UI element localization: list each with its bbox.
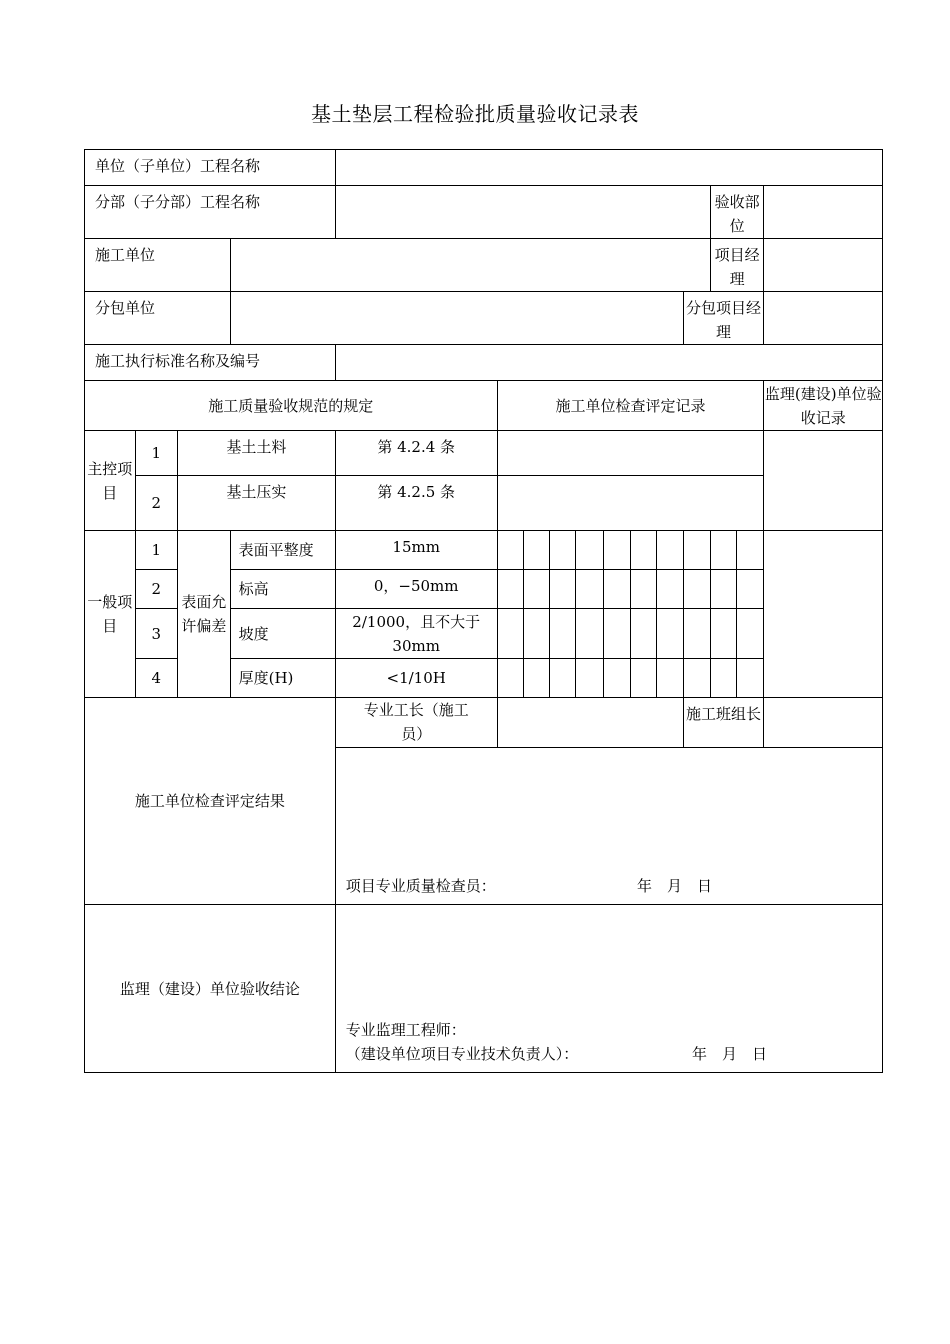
team-leader-field[interactable] bbox=[764, 698, 883, 748]
project-manager-field[interactable] bbox=[764, 239, 883, 292]
surface-deviation-label: 表面允许偏差 bbox=[178, 531, 231, 698]
general-item-no: 2 bbox=[135, 570, 177, 609]
conclusion-date: 年 月 日 bbox=[691, 1045, 767, 1063]
check-cell[interactable] bbox=[550, 609, 576, 659]
check-cell[interactable] bbox=[657, 659, 683, 698]
general-item-value: <1/10H bbox=[335, 659, 497, 698]
sub-project-name-label: 分部（子分部）工程名称 bbox=[85, 186, 336, 239]
general-items-supervision-field[interactable] bbox=[764, 531, 883, 698]
check-cell[interactable] bbox=[657, 609, 683, 659]
main-item-check-field[interactable] bbox=[497, 476, 764, 531]
spec-column-header: 施工质量验收规范的规定 bbox=[85, 381, 498, 431]
main-items-label: 主控项目 bbox=[85, 431, 136, 531]
check-cell[interactable] bbox=[631, 570, 657, 609]
main-item-clause: 第 4.2.4 条 bbox=[335, 431, 497, 476]
check-record-column-header: 施工单位检查评定记录 bbox=[497, 381, 764, 431]
team-leader-label: 施工班组长 bbox=[683, 698, 764, 748]
check-result-label: 施工单位检查评定结果 bbox=[85, 698, 336, 905]
general-item-value: 2/1000，且不大于30mm bbox=[335, 609, 497, 659]
acceptance-part-field[interactable] bbox=[764, 186, 883, 239]
check-cell[interactable] bbox=[603, 609, 630, 659]
main-item-no: 1 bbox=[135, 431, 177, 476]
check-cell[interactable] bbox=[737, 609, 764, 659]
general-item-no: 3 bbox=[135, 609, 177, 659]
main-items-supervision-field[interactable] bbox=[764, 431, 883, 531]
construction-unit-label: 施工单位 bbox=[85, 239, 231, 292]
check-cell[interactable] bbox=[550, 570, 576, 609]
check-cell[interactable] bbox=[497, 609, 523, 659]
unit-project-name-label: 单位（子单位）工程名称 bbox=[85, 150, 336, 186]
check-cell[interactable] bbox=[523, 570, 549, 609]
foreman-field[interactable] bbox=[497, 698, 683, 748]
construction-unit-field[interactable] bbox=[230, 239, 710, 292]
main-item-no: 2 bbox=[135, 476, 177, 531]
check-cell[interactable] bbox=[523, 531, 549, 570]
check-cell[interactable] bbox=[550, 531, 576, 570]
supervision-conclusion-label: 监理（建设）单位验收结论 bbox=[85, 905, 336, 1073]
check-cell[interactable] bbox=[523, 609, 549, 659]
check-cell[interactable] bbox=[710, 570, 736, 609]
check-cell[interactable] bbox=[683, 609, 710, 659]
check-cell[interactable] bbox=[657, 531, 683, 570]
main-item-name: 基土压实 bbox=[178, 476, 336, 531]
general-item-name: 厚度(H) bbox=[230, 659, 335, 698]
acceptance-part-label: 验收部位 bbox=[710, 186, 764, 239]
main-item-clause: 第 4.2.5 条 bbox=[335, 476, 497, 531]
main-item-check-field[interactable] bbox=[497, 431, 764, 476]
check-cell[interactable] bbox=[550, 659, 576, 698]
unit-project-name-field[interactable] bbox=[335, 150, 882, 186]
page-title: 基土垫层工程检验批质量验收记录表 bbox=[311, 102, 639, 126]
check-cell[interactable] bbox=[631, 659, 657, 698]
general-item-name: 坡度 bbox=[230, 609, 335, 659]
check-cell[interactable] bbox=[737, 531, 764, 570]
check-cell[interactable] bbox=[710, 531, 736, 570]
supervision-record-column-header: 监理(建设)单位验收记录 bbox=[764, 381, 883, 431]
check-cell[interactable] bbox=[683, 531, 710, 570]
subcontract-unit-label: 分包单位 bbox=[85, 292, 231, 345]
foreman-label: 专业工长（施工员） bbox=[335, 698, 497, 748]
check-cell[interactable] bbox=[497, 531, 523, 570]
inspection-form bbox=[84, 149, 883, 1073]
supervision-engineer-label: 专业监理工程师： bbox=[345, 1021, 466, 1039]
check-cell[interactable] bbox=[576, 659, 603, 698]
quality-inspector-label: 项目专业质量检查员： bbox=[345, 877, 496, 895]
check-cell[interactable] bbox=[576, 570, 603, 609]
check-cell[interactable] bbox=[603, 570, 630, 609]
general-item-value: 15mm bbox=[335, 531, 497, 570]
general-item-no: 4 bbox=[135, 659, 177, 698]
check-result-date: 年 月 日 bbox=[636, 877, 712, 895]
check-cell[interactable] bbox=[576, 609, 603, 659]
subcontract-unit-field[interactable] bbox=[230, 292, 683, 345]
project-manager-label: 项目经理 bbox=[710, 239, 764, 292]
check-cell[interactable] bbox=[603, 531, 630, 570]
check-cell[interactable] bbox=[683, 659, 710, 698]
subcontract-pm-label: 分包项目经理 bbox=[683, 292, 764, 345]
general-item-value: 0，−50mm bbox=[335, 570, 497, 609]
standard-name-field[interactable] bbox=[335, 345, 882, 381]
general-item-name: 表面平整度 bbox=[230, 531, 335, 570]
check-cell[interactable] bbox=[710, 609, 736, 659]
supervision-conclusion-area[interactable] bbox=[335, 905, 882, 1073]
general-items-label: 一般项目 bbox=[85, 531, 136, 698]
check-cell[interactable] bbox=[710, 659, 736, 698]
check-cell[interactable] bbox=[737, 659, 764, 698]
check-cell[interactable] bbox=[657, 570, 683, 609]
check-cell[interactable] bbox=[576, 531, 603, 570]
general-item-name: 标高 bbox=[230, 570, 335, 609]
check-cell[interactable] bbox=[603, 659, 630, 698]
subcontract-pm-field[interactable] bbox=[764, 292, 883, 345]
check-cell[interactable] bbox=[683, 570, 710, 609]
check-cell[interactable] bbox=[497, 570, 523, 609]
check-cell[interactable] bbox=[737, 570, 764, 609]
owner-tech-label: （建设单位项目专业技术负责人）： bbox=[345, 1045, 579, 1063]
check-cell[interactable] bbox=[631, 609, 657, 659]
standard-name-label: 施工执行标准名称及编号 bbox=[85, 345, 336, 381]
sub-project-name-field[interactable] bbox=[335, 186, 710, 239]
check-cell[interactable] bbox=[631, 531, 657, 570]
check-cell[interactable] bbox=[497, 659, 523, 698]
main-item-name: 基土土料 bbox=[178, 431, 336, 476]
check-result-area[interactable] bbox=[335, 748, 882, 905]
check-cell[interactable] bbox=[523, 659, 549, 698]
general-item-no: 1 bbox=[135, 531, 177, 570]
